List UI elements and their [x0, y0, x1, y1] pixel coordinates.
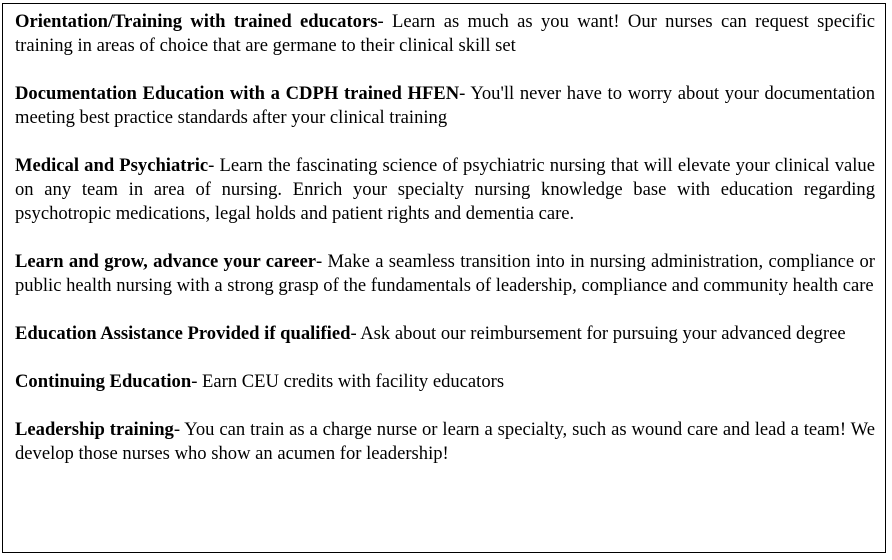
- section-documentation-education: [15, 82, 875, 130]
- section-heading: Continuing Education: [15, 371, 192, 392]
- section-text: - Learn the fascinating science of psychiatric nursing that will elevate your clinical value on any team in area of nursing. Enrich your specialty nursing knowledge base with education regarding psychotropic medications, legal holds and patient rights and dementia care.: [15, 155, 875, 224]
- section-text: - Earn CEU credits with facility educators: [191, 371, 505, 392]
- section-medical-psychiatric: [15, 154, 875, 226]
- section-education-assistance: [15, 322, 875, 346]
- section-heading: Leadership training: [15, 419, 174, 440]
- section-heading: Documentation Education with a CDPH trained HFEN: [15, 83, 460, 104]
- section-continuing-education: [15, 370, 875, 394]
- section-text: - Make a seamless transition into in nursing administration, compliance or public health nursing with a strong grasp of the fundamentals of leadership, compliance and community health care: [15, 251, 875, 296]
- section-text: - You can train as a charge nurse or learn a specialty, such as wound care and lead a team! We develop those nurses who show an acumen for leadership!: [15, 419, 875, 464]
- section-heading: Education Assistance Provided if qualified: [15, 323, 351, 344]
- section-heading: Medical and Psychiatric: [15, 155, 209, 176]
- section-career-advancement: [15, 250, 875, 298]
- section-text: - You'll never have to worry about your documentation meeting best practice standards after your clinical training: [15, 83, 876, 128]
- section-leadership-training: [15, 418, 875, 466]
- section-heading: Orientation/Training with trained educators: [15, 11, 378, 32]
- section-text: - Ask about our reimbursement for pursuing your advanced degree: [350, 323, 846, 344]
- section-text: - Learn as much as you want! Our nurses can request specific training in areas of choice that are germane to their clinical skill set: [15, 11, 875, 56]
- section-orientation-training: [15, 10, 875, 58]
- benefits-text-box: [2, 3, 886, 553]
- section-heading: Learn and grow, advance your career: [15, 251, 316, 272]
